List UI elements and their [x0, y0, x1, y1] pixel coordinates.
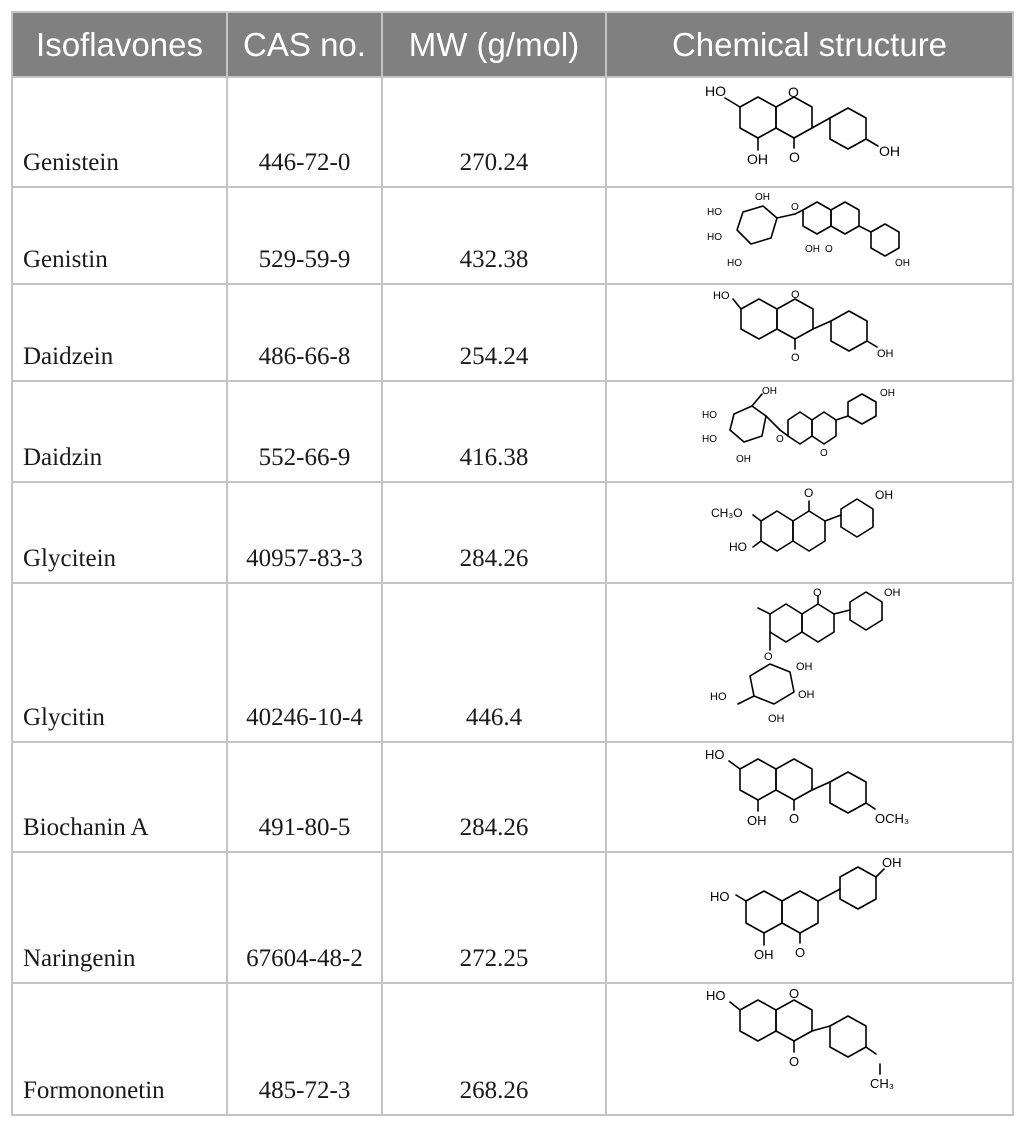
glycitin-oh4-label: OH [883, 587, 900, 599]
genistein-oh4-label: OH [878, 143, 900, 159]
glycitin-oh-3-label: OH [767, 713, 784, 725]
daidzin-o-link-label: O [775, 434, 784, 445]
header-mw: MW (g/mol) [382, 12, 606, 77]
cas-number: 40957-83-3 [227, 482, 382, 583]
naringenin-oh5-label: OH [753, 947, 773, 962]
genistin-oh-top-label: OH [754, 192, 770, 203]
isoflavones-table [11, 11, 1014, 1116]
molecular-weight: 268.26 [382, 983, 606, 1115]
cas-number: 491-80-5 [227, 742, 382, 852]
daidzein-oh-label: OH [876, 348, 893, 360]
naringenin-ho-label: HO [709, 889, 729, 904]
genistin-ho-2-label: HO [706, 232, 722, 243]
genistin-oh5-label: OH [804, 244, 820, 255]
header-chemical-structure: Chemical structure [606, 12, 1013, 77]
molecular-weight: 270.24 [382, 77, 606, 187]
cas-number: 446-72-0 [227, 77, 382, 187]
isoflavone-name: Genistein [12, 77, 227, 187]
formononetin-structure [700, 986, 920, 1110]
formononetin-o-ring-label: O [788, 986, 799, 1001]
genistin-keto-label: O [824, 244, 833, 255]
molecular-weight: 432.38 [382, 187, 606, 284]
isoflavone-name: Daidzin [12, 381, 227, 482]
isoflavone-name: Naringenin [12, 852, 227, 983]
table-row [12, 583, 1013, 742]
biochanin-a-ho-label: HO [704, 747, 724, 762]
glycitin-oh-2-label: OH [797, 689, 814, 701]
cas-number: 67604-48-2 [227, 852, 382, 983]
cas-number: 40246-10-4 [227, 583, 382, 742]
daidzin-structure [700, 384, 920, 474]
genistein-ho-label: HO [704, 83, 726, 99]
table-row [12, 187, 1013, 284]
molecular-weight: 446.4 [382, 583, 606, 742]
molecular-weight: 284.26 [382, 482, 606, 583]
isoflavone-name: Glycitein [12, 482, 227, 583]
genistein-o-ring-label: O [787, 84, 799, 100]
genistin-structure [705, 190, 915, 280]
biochanin-a-structure [695, 745, 925, 845]
glycitin-structure [700, 586, 920, 736]
glycitin-oh-1-label: OH [795, 661, 812, 673]
table-row [12, 77, 1013, 187]
genistin-o-link-label: O [790, 202, 799, 213]
glycitin-ho-label: HO [709, 691, 726, 703]
isoflavone-name: Glycitin [12, 583, 227, 742]
isoflavone-name: Daidzein [12, 284, 227, 381]
formononetin-keto-label: O [788, 1054, 799, 1069]
table-row [12, 983, 1013, 1115]
isoflavone-name: Genistin [12, 187, 227, 284]
naringenin-structure [700, 855, 920, 977]
genistein-oh5-label: OH [746, 151, 768, 167]
glycitein-keto-label: O [803, 486, 813, 500]
cas-number: 486-66-8 [227, 284, 382, 381]
formononetin-ch3-label: CH₃ [869, 1076, 894, 1091]
formononetin-ho-label: HO [705, 988, 725, 1003]
daidzin-oh-bottom-label: OH [735, 454, 751, 465]
naringenin-oh4-label: OH [881, 855, 901, 870]
genistin-ho-1-label: HO [706, 207, 722, 218]
daidzin-ho-1-label: HO [701, 410, 717, 421]
table-row [12, 742, 1013, 852]
daidzin-ho-2-label: HO [701, 434, 717, 445]
cas-number: 529-59-9 [227, 187, 382, 284]
header-row [12, 12, 1013, 77]
isoflavone-name: Biochanin A [12, 742, 227, 852]
glycitein-oh4-label: OH [874, 488, 893, 502]
glycitein-ho-label: HO [728, 540, 747, 554]
daidzin-oh-top-label: OH [761, 386, 777, 397]
molecular-weight: 272.25 [382, 852, 606, 983]
glycitin-keto-label: O [812, 587, 822, 599]
glycitin-o-link-label: O [763, 651, 773, 663]
daidzein-o-ring-label: O [790, 289, 800, 301]
isoflavone-name: Formononetin [12, 983, 227, 1115]
genistin-oh4-label: OH [894, 258, 910, 269]
genistin-ho-3-label: HO [726, 258, 742, 269]
daidzein-keto-label: O [790, 352, 800, 364]
header-cas-no: CAS no. [227, 12, 382, 77]
table-row [12, 381, 1013, 482]
table-row [12, 852, 1013, 983]
daidzein-ho-label: HO [712, 290, 729, 302]
table-row [12, 482, 1013, 583]
table-row [12, 284, 1013, 381]
cas-number: 552-66-9 [227, 381, 382, 482]
glycitein-ch3o-label: CH₃O [710, 506, 743, 520]
cas-number: 485-72-3 [227, 983, 382, 1115]
molecular-weight: 416.38 [382, 381, 606, 482]
daidzin-oh4-label: OH [879, 388, 895, 399]
genistein-keto-label: O [788, 149, 800, 165]
glycitein-structure [705, 485, 915, 575]
genistein-structure [695, 80, 925, 180]
biochanin-a-oh5-label: OH [746, 813, 766, 828]
daidzin-o-ring-label: O [819, 448, 828, 459]
molecular-weight: 284.26 [382, 742, 606, 852]
daidzein-structure [705, 287, 915, 377]
biochanin-a-och3-label: OCH₃ [874, 811, 909, 826]
biochanin-a-keto-label: O [788, 811, 799, 826]
header-isoflavones: Isoflavones [12, 12, 227, 77]
naringenin-keto-label: O [794, 945, 805, 960]
molecular-weight: 254.24 [382, 284, 606, 381]
